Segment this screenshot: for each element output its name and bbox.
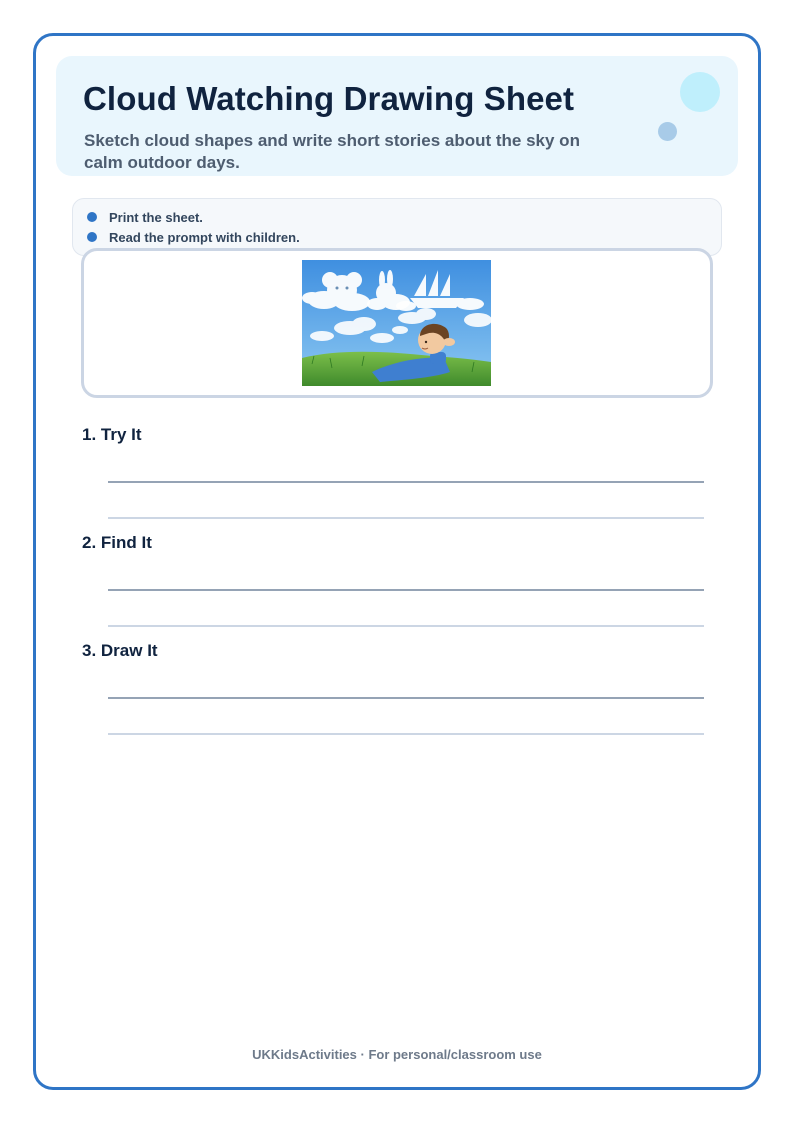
writing-line[interactable] bbox=[108, 517, 704, 519]
worksheet-border bbox=[33, 33, 761, 1090]
instruction-text: Print the sheet. bbox=[109, 209, 203, 225]
writing-line[interactable] bbox=[108, 733, 704, 735]
writing-line[interactable] bbox=[108, 481, 704, 483]
bullet-icon bbox=[87, 212, 97, 222]
page-subtitle: Sketch cloud shapes and write short stories about the sky on calm outdoor days. bbox=[84, 131, 580, 172]
illustration-frame bbox=[81, 248, 713, 398]
instruction-text: Read the prompt with children. bbox=[109, 229, 300, 245]
cloud-watching-illustration bbox=[302, 260, 491, 386]
instruction-item bbox=[87, 227, 300, 247]
task-heading-try-it: 1. Try It bbox=[82, 425, 142, 444]
decorative-bubble-large bbox=[680, 72, 720, 112]
task-heading-draw-it: 3. Draw It bbox=[82, 641, 158, 660]
footer-credit: UKKidsActivities · For personal/classroom use bbox=[252, 1047, 542, 1062]
instruction-item bbox=[87, 207, 203, 227]
page-title: Cloud Watching Drawing Sheet bbox=[83, 80, 575, 117]
writing-line[interactable] bbox=[108, 625, 704, 627]
header-banner bbox=[56, 56, 738, 176]
task-heading-find-it: 2. Find It bbox=[82, 533, 152, 552]
writing-line[interactable] bbox=[108, 697, 704, 699]
bullet-icon bbox=[87, 232, 97, 242]
writing-line[interactable] bbox=[108, 589, 704, 591]
decorative-bubble-small bbox=[658, 122, 677, 141]
